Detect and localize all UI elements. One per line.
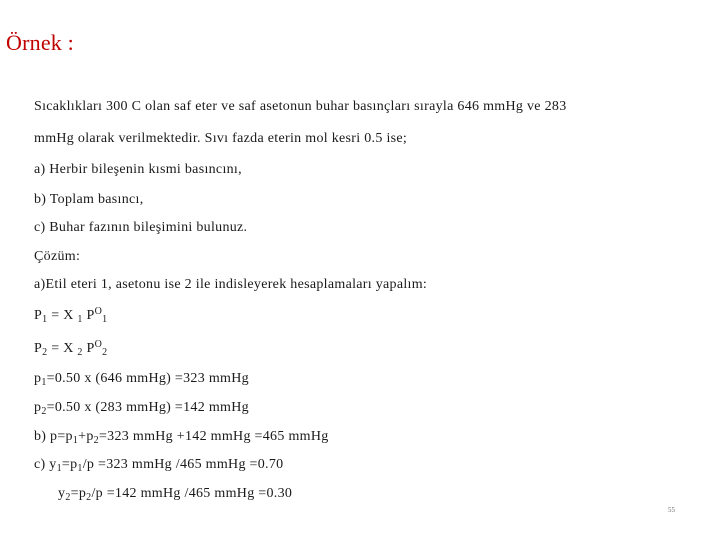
eq-text: = X [47, 308, 78, 323]
calc-subscript: 2 [86, 492, 92, 503]
calc-subscript: 2 [41, 406, 47, 417]
calc-subscript: 1 [77, 463, 83, 474]
problem-line-2: mmHg olarak verilmektedir. Sıvı fazda eterin mol kesri 0.5 ise; [34, 131, 408, 146]
eq-superscript: O [94, 306, 103, 317]
equation-p2 [34, 339, 107, 358]
problem-part-a: a) Herbir bileşenin kısmi basıncını, [34, 162, 242, 177]
calculation-p1 [34, 371, 249, 388]
eq-superscript: O [94, 339, 103, 350]
calc-text: +p [78, 429, 94, 444]
calc-text: =0.50 x (283 mmHg) =142 mmHg [46, 400, 249, 415]
equation-p1 [34, 306, 107, 325]
solution-intro: a)Etil eteri 1, asetonu ise 2 ile indisleyerek hesaplamaları yapalım: [34, 277, 428, 292]
eq-text: P [82, 308, 95, 323]
calculation-p2 [34, 400, 249, 417]
calc-text: =p [61, 457, 78, 472]
calc-text: =323 mmHg +142 mmHg =465 mmHg [98, 429, 329, 444]
part-c-y1 [34, 457, 283, 474]
part-c-y2 [58, 486, 292, 503]
eq-subscript: 1 [77, 314, 83, 325]
eq-subscript: 1 [42, 314, 48, 325]
calc-text: /p =323 mmHg /465 mmHg =0.70 [82, 457, 284, 472]
calc-subscript: 1 [56, 463, 62, 474]
solution-heading: Çözüm: [34, 249, 81, 264]
calc-text: y [58, 486, 66, 501]
slide-title: Örnek : [6, 30, 74, 55]
problem-line-1: Sıcaklıkları 300 C olan saf eter ve saf asetonun buhar basınçları sırayla 646 mmHg ve 283 [34, 99, 567, 114]
eq-subscript: 2 [42, 347, 48, 358]
part-b-total-pressure [34, 429, 329, 446]
problem-part-c: c) Buhar fazının bileşimini bulunuz. [34, 220, 248, 235]
calc-symbol: p [34, 400, 42, 415]
calc-subscript: 2 [93, 435, 99, 446]
page-number: 55 [668, 506, 675, 514]
calc-text: /p =142 mmHg /465 mmHg =0.30 [91, 486, 293, 501]
eq-subscript: 2 [102, 347, 108, 358]
problem-part-b: b) Toplam basıncı, [34, 192, 144, 207]
eq-subscript: 1 [102, 314, 108, 325]
calc-text: c) y [34, 457, 57, 472]
calc-subscript: 1 [72, 435, 79, 446]
eq-symbol: P [34, 341, 43, 356]
calc-text: =p [70, 486, 87, 501]
eq-symbol: P [34, 308, 43, 323]
eq-subscript: 2 [77, 347, 83, 358]
calc-text: =0.50 x (646 mmHg) =323 mmHg [46, 371, 249, 386]
calc-text: b) p=p [34, 429, 73, 444]
eq-text: P [82, 341, 95, 356]
calc-subscript: 2 [65, 492, 71, 503]
calc-symbol: p [34, 371, 42, 386]
eq-text: = X [47, 341, 78, 356]
calc-subscript: 1 [41, 377, 47, 388]
